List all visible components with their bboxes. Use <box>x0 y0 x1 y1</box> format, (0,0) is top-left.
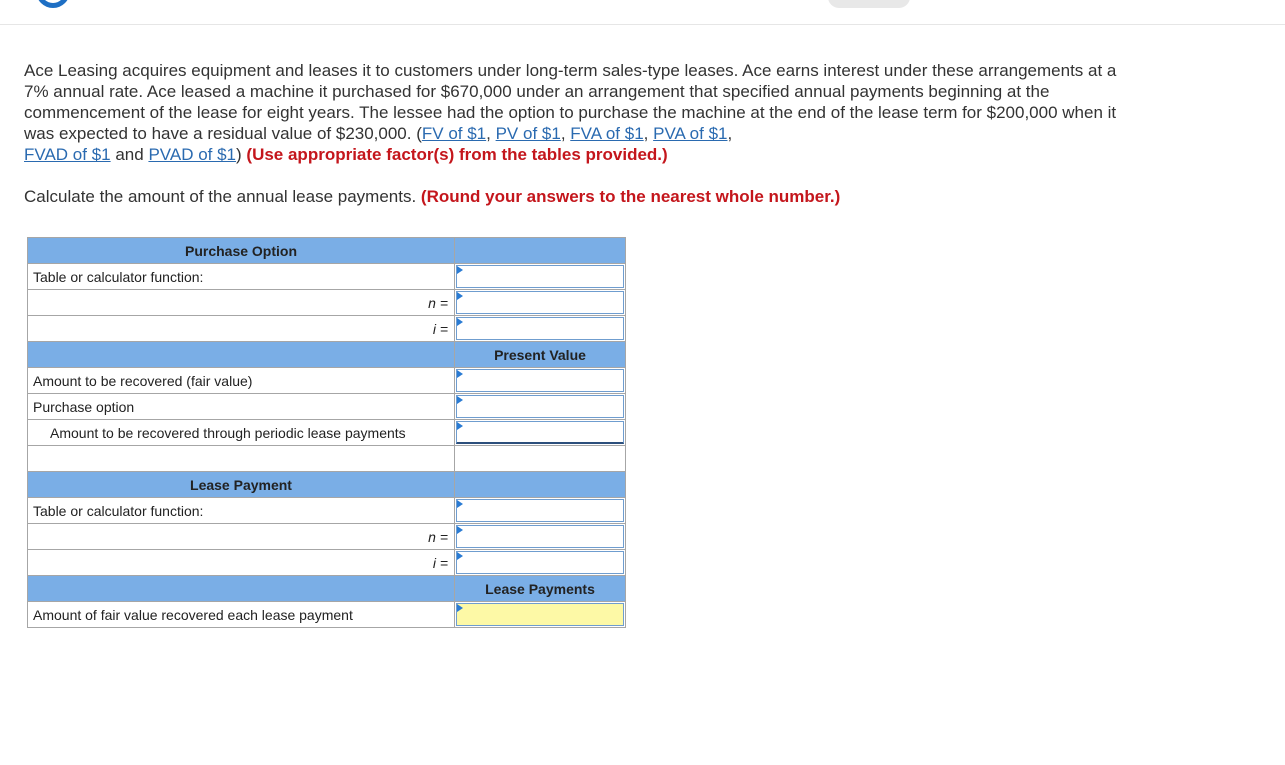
row-label-cell <box>28 420 455 446</box>
table-row <box>28 446 626 472</box>
dropdown-marker-icon <box>457 266 463 274</box>
and-text: and <box>110 145 149 164</box>
input-cell <box>455 524 626 550</box>
link-pv-of-1[interactable]: PV of $1 <box>495 124 561 143</box>
lease-payment-header: Lease Payment <box>28 472 455 498</box>
link-fva-of-1[interactable]: FVA of $1 <box>570 124 644 143</box>
top-bar <box>0 0 1285 25</box>
dropdown-marker-icon <box>457 370 463 378</box>
round-note: (Round your answers to the nearest whole number.) <box>420 187 841 206</box>
blank-cell <box>28 446 455 472</box>
purchase-option-label: Purchase option <box>33 398 135 415</box>
purchase-n-input[interactable] <box>456 291 624 314</box>
purchase-i-input[interactable] <box>456 317 624 340</box>
instruction-text <box>24 186 1144 207</box>
table-function-label: Table or calculator function: <box>33 268 204 285</box>
i-label: i = <box>28 316 455 342</box>
lease-n-input[interactable] <box>456 525 624 548</box>
table-row <box>28 472 626 498</box>
purchase-option-input[interactable] <box>456 395 624 418</box>
question-text <box>24 60 1144 165</box>
input-cell <box>455 602 626 628</box>
instruction-body: Calculate the amount of the annual lease payments. <box>24 187 421 206</box>
input-cell <box>455 498 626 524</box>
table-row <box>28 290 626 316</box>
lease-payments-header: Lease Payments <box>455 576 626 602</box>
amount-recovered-label: Amount to be recovered (fair value) <box>33 372 253 389</box>
input-cell <box>455 264 626 290</box>
input-cell <box>455 316 626 342</box>
lease-table-function-label: Table or calculator function: <box>33 502 204 519</box>
input-cell <box>455 420 626 446</box>
factor-note: (Use appropriate factor(s) from the tables provided.) <box>246 145 668 164</box>
lease-payment-answer-input[interactable] <box>456 603 624 626</box>
toolbar-pill-button[interactable] <box>828 0 910 8</box>
dropdown-marker-icon <box>457 396 463 404</box>
separator: , <box>560 124 571 143</box>
table-row <box>28 238 626 264</box>
table-row <box>28 342 626 368</box>
table-row <box>28 316 626 342</box>
table-row <box>28 420 626 446</box>
lease-table-function-input[interactable] <box>456 499 624 522</box>
input-cell <box>455 550 626 576</box>
dropdown-marker-icon <box>457 422 463 430</box>
row-label-cell <box>28 264 455 290</box>
dropdown-marker-icon <box>457 526 463 534</box>
header-blank-cell <box>28 342 455 368</box>
table-row <box>28 264 626 290</box>
n-label: n = <box>28 290 455 316</box>
amount-periodic-label: Amount to be recovered through periodic lease payments <box>50 424 406 441</box>
row-label-cell <box>28 602 455 628</box>
table-row <box>28 368 626 394</box>
link-fv-of-1[interactable]: FV of $1 <box>421 124 487 143</box>
input-cell <box>455 368 626 394</box>
purchase-option-header: Purchase Option <box>28 238 455 264</box>
logo-icon <box>36 0 70 8</box>
separator: , <box>727 124 733 143</box>
dropdown-marker-icon <box>457 318 463 326</box>
table-row <box>28 550 626 576</box>
dropdown-marker-icon <box>457 604 463 612</box>
input-cell <box>455 394 626 420</box>
blank-cell <box>455 446 626 472</box>
lease-i-label: i = <box>28 550 455 576</box>
row-label-cell <box>28 498 455 524</box>
table-row <box>28 576 626 602</box>
dropdown-marker-icon <box>457 500 463 508</box>
row-label-cell <box>28 368 455 394</box>
dropdown-marker-icon <box>457 552 463 560</box>
header-blank-cell <box>455 472 626 498</box>
lease-i-input[interactable] <box>456 551 624 574</box>
close-paren: ) <box>236 145 247 164</box>
link-fvad-of-1[interactable]: FVAD of $1 <box>24 145 111 164</box>
fair-value-each-label: Amount of fair value recovered each lease payment <box>33 606 353 623</box>
separator: , <box>643 124 654 143</box>
question-body: Ace Leasing acquires equipment and leases it to customers under long-term sales-type leases. Ace earns interest under these arrangements at a 7% annual rate. Ace leased a machine it purchased for $670,000 under an arrangement that specified annual payments beginning at the commencement of the lease for eight years. The lessee had the option to purchase the machine at the end of the lease term for $200,000 when it was expected to have a residual value of $230,000. ( <box>24 61 1117 143</box>
table-row <box>28 394 626 420</box>
table-row <box>28 498 626 524</box>
amount-periodic-input[interactable] <box>456 421 624 444</box>
header-blank-cell <box>28 576 455 602</box>
dropdown-marker-icon <box>457 292 463 300</box>
present-value-header: Present Value <box>455 342 626 368</box>
separator: , <box>486 124 496 143</box>
amount-recovered-input[interactable] <box>456 369 624 392</box>
table-row <box>28 524 626 550</box>
input-cell <box>455 290 626 316</box>
header-blank-cell <box>455 238 626 264</box>
link-pva-of-1[interactable]: PVA of $1 <box>653 124 728 143</box>
lease-worksheet-table <box>27 237 626 628</box>
purchase-table-function-input[interactable] <box>456 265 624 288</box>
link-pvad-of-1[interactable]: PVAD of $1 <box>148 145 237 164</box>
row-label-cell <box>28 394 455 420</box>
lease-n-label: n = <box>28 524 455 550</box>
table-row <box>28 602 626 628</box>
